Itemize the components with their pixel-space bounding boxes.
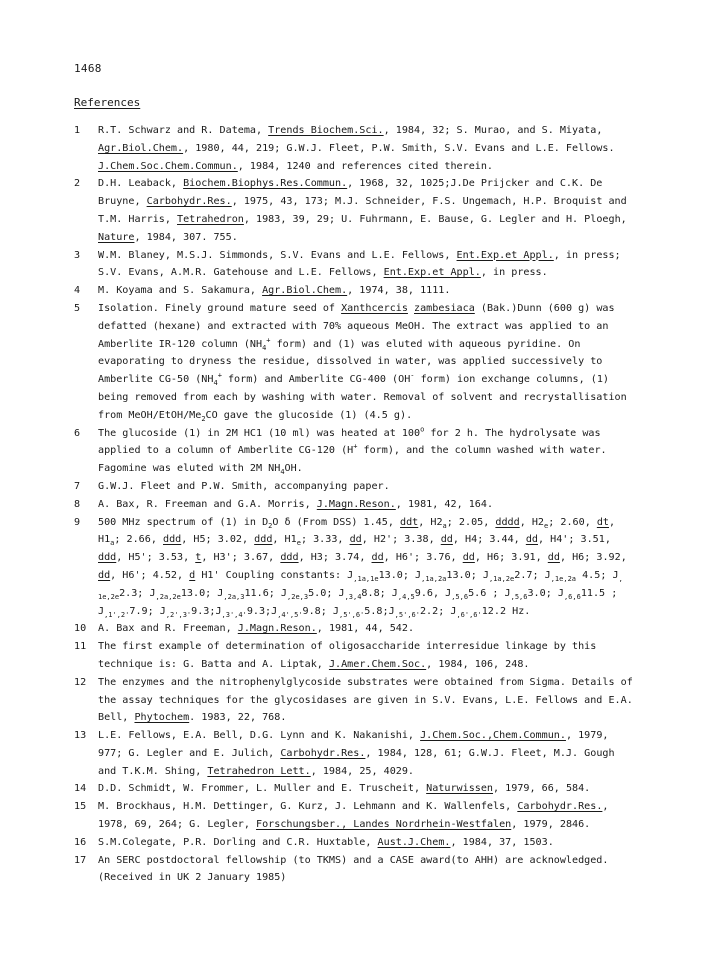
subscript: ,6,6 bbox=[563, 592, 581, 601]
reference-segment: , H4; 3.44, bbox=[452, 534, 526, 546]
reference-segment: , 1983, 39, 29; U. Fuhrmann, E. Bause, G. Legler and H. Ploegh, bbox=[243, 213, 627, 225]
subscript: e bbox=[296, 539, 301, 548]
reference-segment: , H2 bbox=[519, 516, 545, 528]
reference-number: 16 bbox=[74, 836, 87, 848]
reference-text bbox=[98, 282, 634, 300]
reference-segment: form) and (1) was eluted with aqueous pyridine. On evaporating to dryness the residue, dissolved in water, was applied successively to Amberlite CG-50 (NH bbox=[98, 338, 603, 386]
journal-citation: Naturwissen bbox=[426, 783, 494, 795]
reference-number: 6 bbox=[74, 427, 81, 439]
reference-text bbox=[98, 247, 634, 283]
reference-number: 5 bbox=[74, 302, 81, 314]
reference-segment: 11.6; J bbox=[244, 587, 288, 599]
reference-segment: 13.0; J bbox=[446, 569, 489, 581]
reference-segment: M. Koyama and S. Sakamura, bbox=[98, 285, 263, 297]
reference-segment: 11.5 ; J bbox=[98, 587, 618, 617]
reference-text bbox=[98, 852, 634, 870]
subscript: ,4',5' bbox=[277, 610, 303, 619]
reference-segment: form) ion exchange columns, (1) being removed from each by washing with water. Removal of solvent and recrystallisation from MeOH/EtOH/Me bbox=[98, 374, 627, 421]
reference-segment: The enzymes and the nitrophenylglycoside substrates were obtained from Sigma. Details of the assay techniques for the glycosidases are given in S.V. Evans, L.E. Fellows and E.A. Bell, bbox=[98, 676, 633, 724]
journal-citation: Ent.Exp.et Appl. bbox=[383, 267, 481, 279]
reference-text bbox=[98, 122, 634, 175]
subscript: ,1a,1e bbox=[353, 574, 379, 583]
journal-citation: Aust.J.Chem. bbox=[377, 836, 451, 848]
reference-segment: , H6; 3.91, bbox=[474, 552, 548, 564]
reference-segment: 7.9; J bbox=[129, 605, 166, 617]
reference-text bbox=[98, 496, 634, 514]
reference-item bbox=[74, 122, 634, 175]
journal-citation: Tetrahedron Lett. bbox=[207, 765, 311, 777]
reference-number: 11 bbox=[74, 641, 87, 653]
reference-segment: , H1 bbox=[98, 516, 616, 546]
reference-segment: D.D. Schmidt, W. Frommer, L. Muller and E. Truscheit, bbox=[98, 783, 427, 795]
received-line-row bbox=[74, 869, 634, 887]
reference-item bbox=[74, 674, 634, 727]
reference-segment: , 1979, 977; G. Legler and E. Julich, bbox=[98, 730, 609, 759]
subscript: , 1e,2e bbox=[98, 574, 623, 601]
reference-segment: 9.3;J bbox=[246, 605, 278, 617]
reference-segment: , 1981, 42, 164. bbox=[395, 498, 494, 510]
reference-segment: , H3; 3.74, bbox=[298, 552, 372, 564]
journal-citation: J.Chem.Soc.,Chem.Commun. bbox=[420, 730, 566, 742]
reference-number: 14 bbox=[74, 783, 87, 795]
reference-item bbox=[74, 247, 634, 283]
reference-number: 4 bbox=[74, 285, 81, 297]
reference-segment: form) and Amberlite CG-400 (OH bbox=[221, 374, 411, 386]
superscript: + bbox=[353, 442, 358, 451]
superscript: + bbox=[217, 371, 222, 380]
reference-text bbox=[98, 478, 634, 496]
subscript: ,1a,2a bbox=[421, 574, 447, 583]
reference-number: 15 bbox=[74, 801, 87, 813]
reference-segment: , H6'; 3.76, bbox=[383, 552, 463, 564]
reference-segment: , 1984, 307. 755. bbox=[134, 231, 238, 243]
subscript: ,5',6' bbox=[338, 610, 365, 619]
reference-number: 8 bbox=[74, 498, 81, 510]
journal-citation: J.Magn.Reson. bbox=[237, 623, 317, 635]
superscript: o bbox=[420, 425, 425, 434]
reference-text bbox=[98, 834, 634, 852]
reference-item bbox=[74, 638, 634, 674]
subscript: 4 bbox=[262, 343, 267, 352]
reference-segment: G.W.J. Fleet and P.W. Smith, accompanying paper. bbox=[98, 480, 390, 492]
superscript: - bbox=[410, 371, 415, 380]
journal-citation: ddd bbox=[98, 552, 117, 564]
reference-segment: , 1984, 1240 and references cited therein. bbox=[237, 160, 494, 172]
subscript: ,1',2' bbox=[104, 610, 130, 619]
reference-item bbox=[74, 834, 634, 852]
reference-segment: OH. bbox=[284, 463, 303, 475]
reference-segment: 5.0; J bbox=[308, 587, 345, 599]
journal-citation: Nature bbox=[98, 231, 135, 243]
reference-number: 2 bbox=[74, 178, 81, 190]
reference-segment: , 1984, 128, 61; G.W.J. Fleet, M.J. Gough and T.K.M. Shing, bbox=[98, 747, 615, 777]
reference-segment: 5.8;J bbox=[364, 605, 395, 617]
reference-segment: , 1984, 25, 4029. bbox=[310, 765, 415, 777]
journal-citation: ddd bbox=[163, 534, 182, 546]
reference-number: 10 bbox=[74, 623, 87, 635]
reference-segment: Isolation. Finely ground mature seed of bbox=[98, 302, 342, 314]
reference-segment: , in press; S.V. Evans, A.M.R. Gatehouse and L.E. Fellows, bbox=[98, 249, 621, 279]
reference-segment: . 1983, 22, 768. bbox=[189, 712, 287, 724]
reference-segment: 9.3;J bbox=[191, 605, 222, 617]
reference-segment: The glucoside (1) in 2M HC1 (10 ml) was heated at 100 bbox=[98, 427, 421, 439]
reference-segment: An SERC postdoctoral fellowship (to TKMS) and a CASE award(to AHH) are acknowledged. bbox=[98, 854, 609, 866]
journal-citation: dd bbox=[371, 552, 384, 564]
reference-item bbox=[74, 300, 634, 425]
reference-text bbox=[98, 514, 634, 621]
reference-segment: , 1984, 37, 1503. bbox=[450, 836, 554, 848]
reference-segment: ; 2.66, bbox=[114, 534, 163, 546]
subscript: ,5',6' bbox=[394, 610, 420, 619]
reference-number: 17 bbox=[74, 854, 87, 866]
journal-citation: Xanthcercis bbox=[341, 302, 408, 314]
subscript: ,3,4 bbox=[344, 592, 362, 601]
reference-segment: 3.0; J bbox=[527, 587, 564, 599]
reference-segment: 9.8; J bbox=[302, 605, 339, 617]
reference-segment: 2.3; J bbox=[119, 587, 156, 599]
subscript: ,4,5 bbox=[397, 592, 415, 601]
reference-item bbox=[74, 514, 634, 621]
reference-item bbox=[74, 496, 634, 514]
journal-citation: Phytochem bbox=[134, 712, 190, 724]
reference-segment: form), and the column washed with water. Fagomine was eluted with 2M NH bbox=[98, 445, 607, 475]
journal-citation: J.Magn.Reson. bbox=[316, 498, 396, 510]
reference-text bbox=[98, 425, 634, 478]
reference-number: 13 bbox=[74, 730, 87, 742]
reference-segment: , 1968, 32, 1025;J.De Prijcker and C.K. De Bruyne, bbox=[98, 178, 603, 208]
reference-segment: , 1984, 106, 248. bbox=[426, 658, 530, 670]
journal-citation: dd bbox=[98, 569, 111, 581]
reference-text bbox=[98, 727, 634, 780]
subscript: ,3',4' bbox=[221, 610, 247, 619]
reference-item bbox=[74, 798, 634, 834]
reference-segment: , H2 bbox=[418, 516, 443, 528]
subscript: 2 bbox=[201, 414, 206, 423]
reference-segment: ; 2.05, bbox=[446, 516, 496, 528]
reference-text bbox=[98, 780, 634, 798]
reference-segment: ; 2.60, bbox=[548, 516, 597, 528]
reference-segment: H1' Coupling constants: J bbox=[195, 569, 354, 581]
journal-citation: Biochem.Biophys.Res.Commun. bbox=[183, 178, 348, 190]
reference-segment: , H5'; 3.53, bbox=[116, 552, 196, 564]
subscript: a bbox=[442, 521, 447, 530]
journal-citation: dt bbox=[596, 516, 610, 528]
reference-text bbox=[98, 300, 634, 425]
reference-segment: A. Bax and R. Freeman, bbox=[98, 623, 238, 635]
journal-citation: Carbohydr.Res. bbox=[146, 196, 232, 208]
reference-item bbox=[74, 620, 634, 638]
journal-citation: J.Chem.Soc.Chem.Commun. bbox=[98, 160, 238, 172]
reference-segment: , H5; 3.02, bbox=[181, 534, 255, 546]
reference-segment: , 1979, 66, 584. bbox=[493, 783, 591, 795]
reference-segment: 4.5; J bbox=[576, 569, 619, 581]
journal-citation: Carbohydr.Res. bbox=[280, 747, 366, 759]
subscript: 4 bbox=[280, 468, 285, 477]
subscript: 2 bbox=[268, 521, 273, 530]
subscript: ,2a,3 bbox=[223, 592, 245, 601]
journal-citation: dd bbox=[462, 552, 475, 564]
reference-segment: , H3'; 3.67, bbox=[201, 552, 281, 564]
page-number: 1468 bbox=[74, 62, 102, 75]
reference-segment: W.M. Blaney, M.S.J. Simmonds, S.V. Evans and L.E. Fellows, bbox=[98, 249, 457, 261]
reference-number: 12 bbox=[74, 676, 87, 688]
reference-segment: 13.0; J bbox=[378, 569, 422, 581]
reference-segment: S.M.Colegate, P.R. Dorling and C.R. Huxtable, bbox=[98, 836, 378, 848]
reference-segment: 13.0; J bbox=[180, 587, 224, 599]
subscript: e bbox=[544, 521, 549, 530]
journal-citation: dd bbox=[440, 534, 453, 546]
subscript: a bbox=[110, 539, 115, 548]
reference-item bbox=[74, 780, 634, 798]
subscript: ,6',6' bbox=[456, 610, 482, 619]
journal-citation: ddt bbox=[400, 516, 419, 528]
reference-segment: 2.2; J bbox=[419, 605, 457, 617]
reference-list bbox=[74, 122, 634, 887]
reference-number: 1 bbox=[74, 125, 81, 136]
received-date: (Received in UK 2 January 1985) bbox=[98, 872, 287, 884]
reference-segment: , H6; 3.92, bbox=[559, 552, 627, 564]
reference-number: 3 bbox=[74, 249, 81, 261]
reference-segment: The first example of determination of oligosaccharide interresidue linkage by this technique is: G. Batta and A. Liptak, bbox=[98, 641, 597, 670]
reference-item bbox=[74, 175, 634, 246]
reference-text bbox=[98, 175, 634, 246]
journal-citation: dd bbox=[525, 534, 538, 546]
reference-segment: O δ (From DSS) 1.45, bbox=[272, 516, 400, 528]
journal-citation: Trends Biochem.Sci. bbox=[268, 125, 384, 136]
reference-segment: , H2'; 3.38, bbox=[361, 534, 441, 546]
reference-segment: M. Brockhaus, H.M. Dettinger, G. Kurz, J. Lehmann and K. Wallenfels, bbox=[98, 801, 518, 813]
reference-segment: A. Bax, R. Freeman and G.A. Morris, bbox=[98, 498, 317, 510]
subscript: ,2',3' bbox=[165, 610, 192, 619]
journal-citation: Agr.Biol.Chem. bbox=[98, 142, 184, 154]
reference-segment: R.T. Schwarz and R. Datema, bbox=[98, 125, 269, 136]
subscript: ,2e,3 bbox=[287, 592, 309, 601]
reference-segment: , 1979, 2846. bbox=[511, 819, 591, 831]
reference-segment: , 1984, 32; S. Murao, and S. Miyata, bbox=[383, 125, 603, 136]
reference-text bbox=[98, 798, 634, 834]
reference-segment: , 1978, 69, 264; G. Legler, bbox=[98, 801, 609, 831]
journal-citation: Agr.Biol.Chem. bbox=[262, 285, 348, 297]
reference-text bbox=[98, 620, 634, 638]
journal-citation: ddd bbox=[280, 552, 299, 564]
reference-segment: (Bak.)Dunn (600 g) was defatted (hexane) and extracted with 70% aqueous MeOH. The extract was applied to an Amberlite IR-120 column (NH bbox=[98, 302, 615, 350]
journal-citation: ddd bbox=[254, 534, 273, 546]
reference-segment: , H4'; 3.51, bbox=[537, 534, 611, 546]
reference-text bbox=[98, 638, 634, 674]
reference-segment: , 1974, 38, 1111. bbox=[347, 285, 451, 297]
reference-segment: , 1975, 43, 173; M.J. Schneider, F.S. Ungemach, H.P. Broquist and T.M. Harris, bbox=[98, 196, 627, 225]
reference-item bbox=[74, 852, 634, 870]
subscript: ,2a,2e bbox=[155, 592, 181, 601]
superscript: + bbox=[266, 336, 271, 345]
journal-citation: dddd bbox=[495, 516, 520, 528]
reference-segment: CO gave the glucoside (1) (4.5 g). bbox=[205, 409, 413, 421]
reference-item bbox=[74, 478, 634, 496]
reference-number: 7 bbox=[74, 480, 81, 492]
journal-citation: d bbox=[189, 569, 196, 581]
journal-citation: zambesiaca bbox=[414, 302, 475, 314]
reference-segment: , H1 bbox=[272, 534, 297, 546]
reference-segment: 5.6 ; J bbox=[468, 587, 511, 599]
subscript: ,1e,2a bbox=[550, 574, 577, 583]
reference-segment: , H6'; 4.52, bbox=[110, 569, 190, 581]
reference-segment: , 1981, 44, 542. bbox=[316, 623, 415, 635]
reference-segment: 500 MHz spectrum of (1) in D bbox=[98, 516, 269, 528]
subscript: 4 bbox=[213, 379, 218, 388]
reference-item bbox=[74, 425, 634, 478]
journal-citation: J.Amer.Chem.Soc. bbox=[328, 658, 427, 670]
journal-citation: Forschungsber., Landes Nordrhein-Westfalen bbox=[256, 819, 512, 831]
reference-segment: , 1980, 44, 219; G.W.J. Fleet, P.W. Smith, S.V. Evans and L.E. Fellows. bbox=[183, 142, 615, 154]
reference-item bbox=[74, 727, 634, 780]
reference-segment: 12.2 Hz. bbox=[481, 605, 531, 617]
reference-segment: 2.7; J bbox=[514, 569, 551, 581]
journal-citation: dd bbox=[547, 552, 560, 564]
reference-item bbox=[74, 282, 634, 300]
reference-number: 9 bbox=[74, 516, 81, 528]
reference-segment: , in press. bbox=[480, 267, 548, 279]
reference-segment: L.E. Fellows, E.A. Bell, D.G. Lynn and K. Nakanishi, bbox=[98, 730, 421, 742]
journal-citation: t bbox=[195, 552, 202, 564]
journal-citation: Tetrahedron bbox=[177, 213, 244, 225]
subscript: ,5,6 bbox=[510, 592, 528, 601]
journal-citation: Ent.Exp.et Appl. bbox=[456, 249, 554, 261]
reference-segment: 9.6, J bbox=[414, 587, 452, 599]
reference-segment: ; 3.33, bbox=[300, 534, 350, 546]
subscript: ,5,6 bbox=[451, 592, 469, 601]
reference-text bbox=[98, 674, 634, 727]
journal-citation: Carbohydr.Res. bbox=[517, 801, 603, 813]
reference-segment: for 2 h. The hydrolysate was applied to a column of Amberlite CG-120 (H bbox=[98, 427, 601, 457]
subscript: ,1a,2e bbox=[488, 574, 515, 583]
reference-segment: 8.8; J bbox=[361, 587, 398, 599]
journal-citation: dd bbox=[349, 534, 362, 546]
reference-segment: D.H. Leaback, bbox=[98, 178, 184, 190]
references-heading: References bbox=[74, 96, 141, 109]
